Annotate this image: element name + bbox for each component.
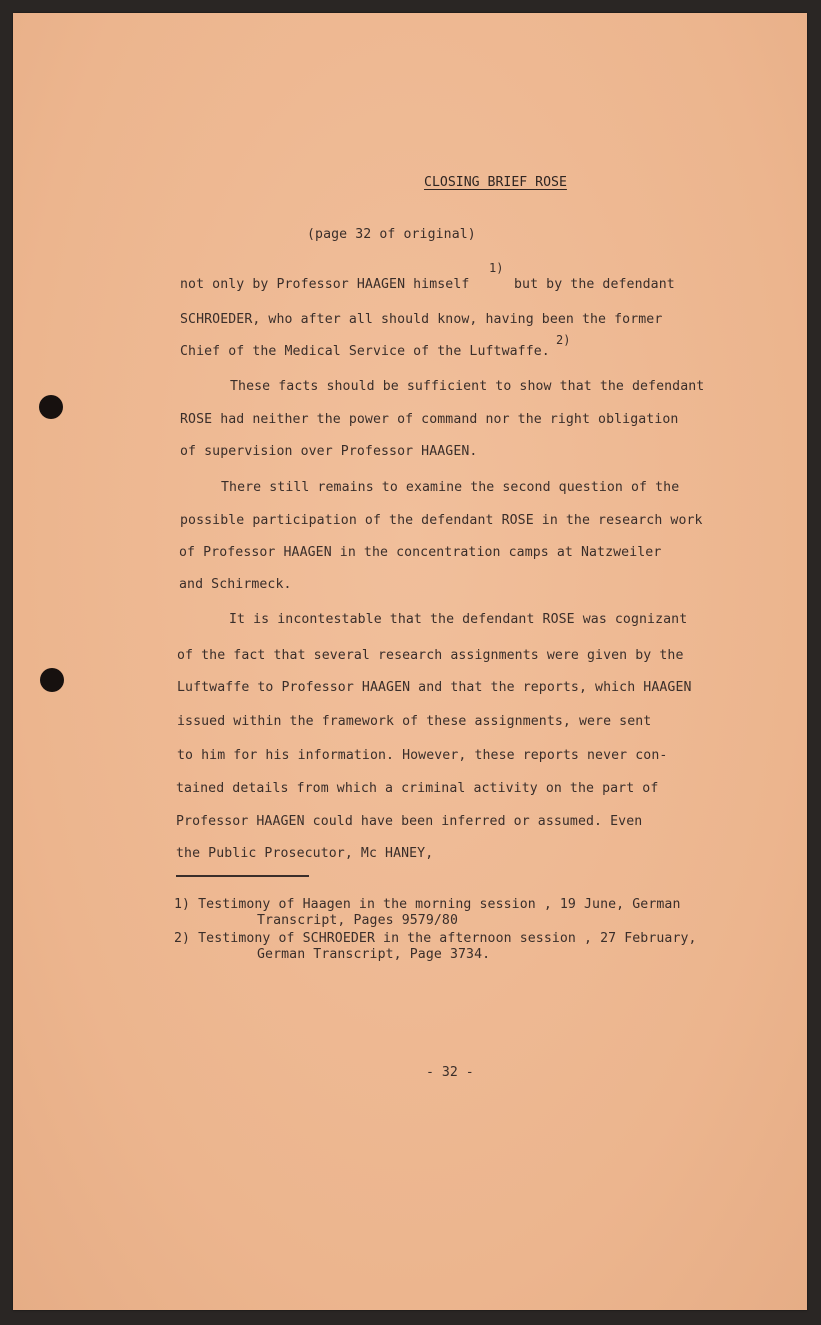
punch-hole-top xyxy=(39,395,63,419)
body-line-6: of supervision over Professor HAAGEN. xyxy=(180,444,478,459)
body-line-1a: not only by Professor HAAGEN himself xyxy=(180,277,470,292)
body-line-1b: but by the defendant xyxy=(514,277,675,292)
document-page xyxy=(13,13,807,1310)
body-line-17: Professor HAAGEN could have been inferred or assumed. Even xyxy=(176,814,643,829)
footnote-mark-1: 1) xyxy=(489,261,504,275)
page-number: - 32 - xyxy=(426,1065,474,1080)
footnote-separator xyxy=(176,875,309,877)
punch-hole-bottom xyxy=(40,668,64,692)
body-line-7: There still remains to examine the second question of the xyxy=(221,480,680,495)
footnote-1-line-2: Transcript, Pages 9579/80 xyxy=(257,913,458,928)
body-line-13: Luftwaffe to Professor HAAGEN and that the reports, which HAAGEN xyxy=(177,680,692,695)
footnote-2-line-2: German Transcript, Page 3734. xyxy=(257,947,491,962)
body-line-2: SCHROEDER, who after all should know, having been the former xyxy=(180,312,663,327)
body-line-4: These facts should be sufficient to show that the defendant xyxy=(230,379,705,394)
footnote-2-line-1: 2) Testimony of SCHROEDER in the afternoon session , 27 February, xyxy=(174,931,697,946)
body-line-18: the Public Prosecutor, Mc HANEY, xyxy=(176,846,434,861)
body-line-15: to him for his information. However, these reports never con- xyxy=(177,748,668,763)
page-reference: (page 32 of original) xyxy=(307,227,476,242)
body-line-16: tained details from which a criminal activity on the part of xyxy=(176,781,659,796)
body-line-14: issued within the framework of these assignments, were sent xyxy=(177,714,652,729)
document-title: CLOSING BRIEF ROSE xyxy=(424,175,567,190)
footnote-mark-2: 2) xyxy=(556,333,571,347)
body-line-10: and Schirmeck. xyxy=(179,577,292,592)
body-line-9: of Professor HAAGEN in the concentration camps at Natzweiler xyxy=(179,545,662,560)
body-line-5: ROSE had neither the power of command nor the right obligation xyxy=(180,412,679,427)
body-line-3: Chief of the Medical Service of the Luftwaffe. xyxy=(180,344,550,359)
body-line-8: possible participation of the defendant ROSE in the research work xyxy=(180,513,703,528)
body-line-12: of the fact that several research assignments were given by the xyxy=(177,648,684,663)
body-line-11: It is incontestable that the defendant ROSE was cognizant xyxy=(229,612,688,627)
footnote-1-line-1: 1) Testimony of Haagen in the morning session , 19 June, German xyxy=(174,897,681,912)
